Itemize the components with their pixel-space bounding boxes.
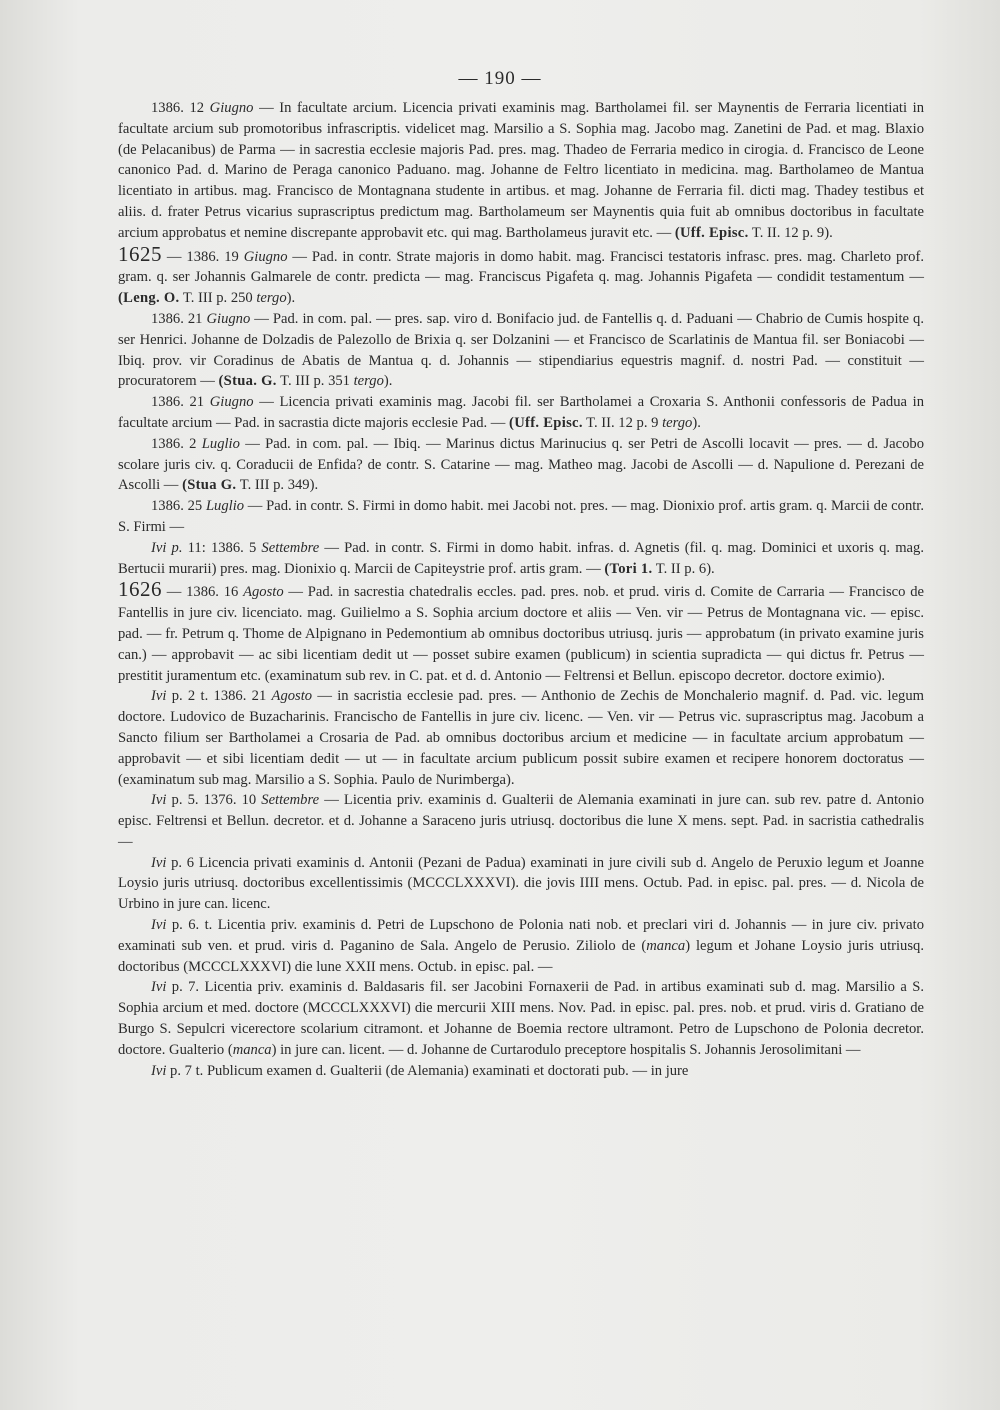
document-entry	[118, 1061, 924, 1082]
document-entry	[118, 241, 924, 309]
entry-month: Giugno	[243, 248, 288, 265]
entry-month: Luglio	[205, 498, 245, 515]
document-entry	[118, 98, 924, 244]
entry-month: Settembre	[261, 792, 320, 809]
document-entry	[118, 915, 924, 977]
entry-month: Giugno	[206, 310, 251, 327]
source-archive: (Stua. G.	[218, 373, 277, 390]
entry-date: 1386. 21	[151, 394, 205, 411]
source-reference-italic: tergo	[662, 414, 693, 431]
document-entry	[118, 392, 924, 434]
entry-month: Giugno	[209, 394, 254, 411]
document-entry	[118, 309, 924, 392]
entry-lead: p. 5. 1376. 10	[166, 792, 262, 809]
source-archive: (Uff. Episc.	[674, 224, 749, 241]
citation-prefix: Ivi	[151, 1062, 167, 1079]
source-archive: (Leng. O.	[118, 290, 180, 307]
document-entry	[118, 496, 924, 538]
citation-prefix: Ivi	[151, 792, 167, 809]
source-reference: T. III p. 250	[179, 290, 257, 307]
entry-text: — Pad. in contr. S. Firmi in domo habit. mei Jacobi not. pres. — mag. Dionixio prof. artis gram. q. Marcii de contr. S. Firmi —	[118, 498, 924, 535]
entry-lead: 11: 1386. 5	[182, 539, 262, 556]
document-entry	[118, 977, 924, 1060]
entry-text: — Licencia privati examinis mag. Jacobi fil. ser Bartholamei a Croxaria S. Anthonii confessoris de Padua in facultate arcium — Pad. in sacrastia dicte majoris ecclesie Pad. —	[118, 394, 925, 431]
citation-prefix: Ivi	[151, 917, 167, 934]
source-reference: T. II p. 6).	[652, 560, 715, 577]
entry-month: Giugno	[209, 100, 254, 116]
source-archive: (Stua G.	[182, 477, 237, 494]
source-reference-italic: tergo	[353, 373, 384, 390]
entry-date: — 1386. 19	[166, 248, 239, 265]
citation-prefix: Ivi	[151, 854, 167, 871]
entry-text: — Pad. in com. pal. — Ibiq. — Marinus dictus Marinucius q. ser Petri de Ascolli locavit — pres. — d. Jacobo scolare juris civ. q. Coraducii de Enfida? de contr. S. Catarine — mag. Matheo mag. Jacobi de Ascolli — d. Napulione d. Perezani de Ascolli —	[118, 435, 924, 494]
source-reference-end: ).	[286, 290, 296, 307]
entry-lead: p. 6 Licencia privati examinis d. Antonii (Pezani de Padua) examinati in jure civili sub d. Angelo de Peruxio legum et Joanne Loysio juris utriusq. doctoribus excellentissimis (MCCCLXXXVI). die jovis IIII mens. Octub. Pad. in episc. pal. pres. — d. Nicola de Urbino in jure can. licenc.	[118, 854, 924, 913]
entry-text: — Licentia priv. examinis d. Gualterii de Alemania examinati in jure can. sub rev. patre d. Antonio episc. Feltrensi et Bellun. decretor. et d. Johanne a Saraceno juris utriusq. doctoribus die lune X mens. sept. Pad. in sacristia cathedralis —	[118, 792, 924, 850]
source-reference-italic: tergo	[256, 290, 287, 307]
entry-date: 1386. 2	[151, 435, 197, 452]
entry-date: 1386. 21	[151, 310, 203, 327]
source-archive: (Uff. Episc.	[509, 414, 583, 431]
entry-month: manca	[232, 1041, 272, 1058]
entry-text: — Pad. in contr. Strate majoris in domo habit. mag. Francisci testatoris infrasc. pres. mag. Charleto prof. gram. q. ser Johannis Galmarele de contr. predicta — mag. Franciscus Pigafeta q. mag. Johannis Pigafeta — condidit testamentum —	[118, 248, 924, 286]
entry-month: Agosto	[243, 584, 284, 601]
source-reference: T. II. 12 p. 9	[582, 414, 663, 431]
citation-prefix: Ivi	[151, 979, 167, 996]
source-reference: T. II. 12 p. 9).	[748, 224, 833, 241]
entry-number: 1626	[118, 577, 162, 602]
entry-text: — in sacristia ecclesie pad. pres. — Anthonio de Zechis de Monchalerio magnif. d. Pad. vic. legum doctore. Ludovico de Buzacharinis. Francischo de Fantellis in jure civ. licenc. — Ven. vir — Petrus vic. suprascriptus mag. Jacobum a Sancto filium ser Bartholamei a Crosaria de Pad. ab omnibus doctoribus arcium et medicine — in facultate arcium approbatum — approbavit — et sibi licentiam dedit — ut — in facultate arcium publicum possit subire examen et recipere honorem doctoratus — (examinatum sub mag. Marsilio a S. Sophia. Paulo de Nurimberga).	[118, 688, 925, 788]
document-entry	[118, 538, 924, 580]
document-entry	[118, 790, 924, 852]
source-reference-end: ).	[692, 414, 701, 431]
citation-prefix: Ivi p.	[151, 539, 183, 556]
entry-month: Settembre	[261, 539, 320, 556]
entry-number: 1625	[118, 241, 162, 266]
entry-lead: p. 7. Licentia priv. examinis d. Baldasaris fil. ser Jacobini Fornaxerii de Pad. in artibus examinati sub d. mag. Marsilio a S. Sophia arcium et med. doctore (MCCCLXXXVI) die mercurii XIII mens. Nov. Pad. in episc. pal. pres. nob. et prud. viris d. Gratiano de Burgo S. Sepulcri vicerectore scolarium citramont. et Johanne de Boemia rectore ultramont. Petro de Lupschono de Polonia decretor. doctore. Gualterio (	[118, 979, 924, 1058]
entry-date: — 1386. 16	[166, 584, 239, 601]
citation-prefix: Ivi	[151, 688, 167, 705]
document-entry	[118, 434, 924, 496]
entry-text: ) legum et Johane Loysio juris utriusq. doctoribus (MCCCLXXXVI) die lune XXII mens. Octub. in episc. pal. —	[118, 937, 924, 975]
entry-text: — In facultate arcium. Licencia privati examinis mag. Bartholamei fil. ser Maynentis de Ferraria licentiati in facultate arcium sub promotoribus infrascriptis. videlicet mag. Marsilio a S. Sophia mag. Jacobo mag. Zanetini de Pad. et mag. Blaxio (de Pelacanibus) de Parma — in sacrestia ecclesie majoris Pad. pres. mag. Thadeo de Ferraria medico in cirogia. d. Francisco de Leone canonico Pad. d. Marino de Peraga canonico Paduano. mag. Johanne de Feltro licentiato in medicina. mag. Bartholameo de Mantua licentiato in artibus. mag. Francisco de Montagnana studente in artibus. et mag. Johanne de Ferraria fil. dicti mag. Thadey testibus et aliis. d. frater Petrus vicarius suprascriptus predictum mag. Bartholameum ser Maynentis quia fuit ab omnibus doctoribus in facultate arcium approbatus et nemine discrepante approbavit etc. qui mag. Bartholameus juravit etc. —	[118, 100, 924, 241]
source-reference: T. III p. 351	[276, 373, 354, 390]
entry-month: Agosto	[271, 688, 313, 705]
entry-date: 1386. 25	[151, 498, 203, 515]
source-reference: T. III p. 349).	[236, 477, 319, 494]
entry-text: — Pad. in sacrestia chatedralis eccles. pad. pres. nob. et prud. viris d. Comite de Carraria — Francisco de Fantellis in jure civ. licenciato. mag. Guilielmo a S. Sophia arcium doctore et aliis — Ven. vir — Petrus de Montagnana vic. — episc. pad. — fr. Petrum q. Thome de Alpignano in Pedemontium ab omnibus doctoribus utriusq. juris — approbatum (in privato examine juris can.) — approbavit — ac sibi licentiam dedit ut — posset subire examen (publicum) in scientia supradicta — qui dictus fr. Petrus — prestitit juramentum etc. (examinatum sub rev. in C. pat. et d. d. Antonio — Feltrensi et Bellun. episcopo decretor. doctore eximio).	[118, 584, 924, 684]
entry-text: — Pad. in contr. S. Firmi in domo habit. infras. d. Agnetis (fil. q. mag. Dominici et uxoris q. mag. Bertucii murarii) pres. mag. Dionixio q. Marcii de Capiteystrie prof. artis gram. —	[118, 539, 924, 577]
entry-text: — Pad. in com. pal. — pres. sap. viro d. Bonifacio jud. de Fantellis q. d. Paduani — Chabrio de Cumis hospite q. ser Henrici. Johanne de Dolzadis de Palezollo de Brixia q. ser Dolzanini — et Francisco de Scarlatinis de Mantua fil. ser Boniacobi — Ibiq. prov. vir Coradinus de Abatis de Mantua q. d. Johannis — stipendiarius equestris magnif. d. nostri Pad. — constituit — procuratorem —	[118, 310, 925, 390]
document-entry	[118, 853, 924, 915]
entry-lead: p. 7 t. Publicum examen d. Gualterii (de Alemania) examinati et doctorati pub. — in jure	[166, 1062, 689, 1079]
page-number: — 190 —	[458, 68, 542, 89]
entry-month: manca	[646, 937, 686, 954]
document-entry	[118, 579, 924, 686]
source-archive: (Tori 1.	[604, 560, 653, 577]
document-entry	[118, 686, 924, 790]
entry-lead: p. 2 t. 1386. 21	[166, 688, 272, 705]
entry-date: 1386. 12	[151, 100, 205, 116]
source-reference-end: ).	[383, 373, 393, 390]
entry-lead: p. 6. t. Licentia priv. examinis d. Petri de Lupschono de Polonia nati nob. et preclari viri d. Johannis — in jure civ. privato examinati sub ven. et prud. viris d. Paganino de Sala. Angelo de Perusio. Ziliolo de (	[118, 917, 924, 954]
entry-text: ) in jure can. licent. — d. Johanne de Curtarodulo preceptore hospitalis S. Johannis Jerosolimitani —	[271, 1041, 861, 1058]
document-body	[118, 98, 924, 1081]
entry-month: Luglio	[201, 435, 240, 452]
